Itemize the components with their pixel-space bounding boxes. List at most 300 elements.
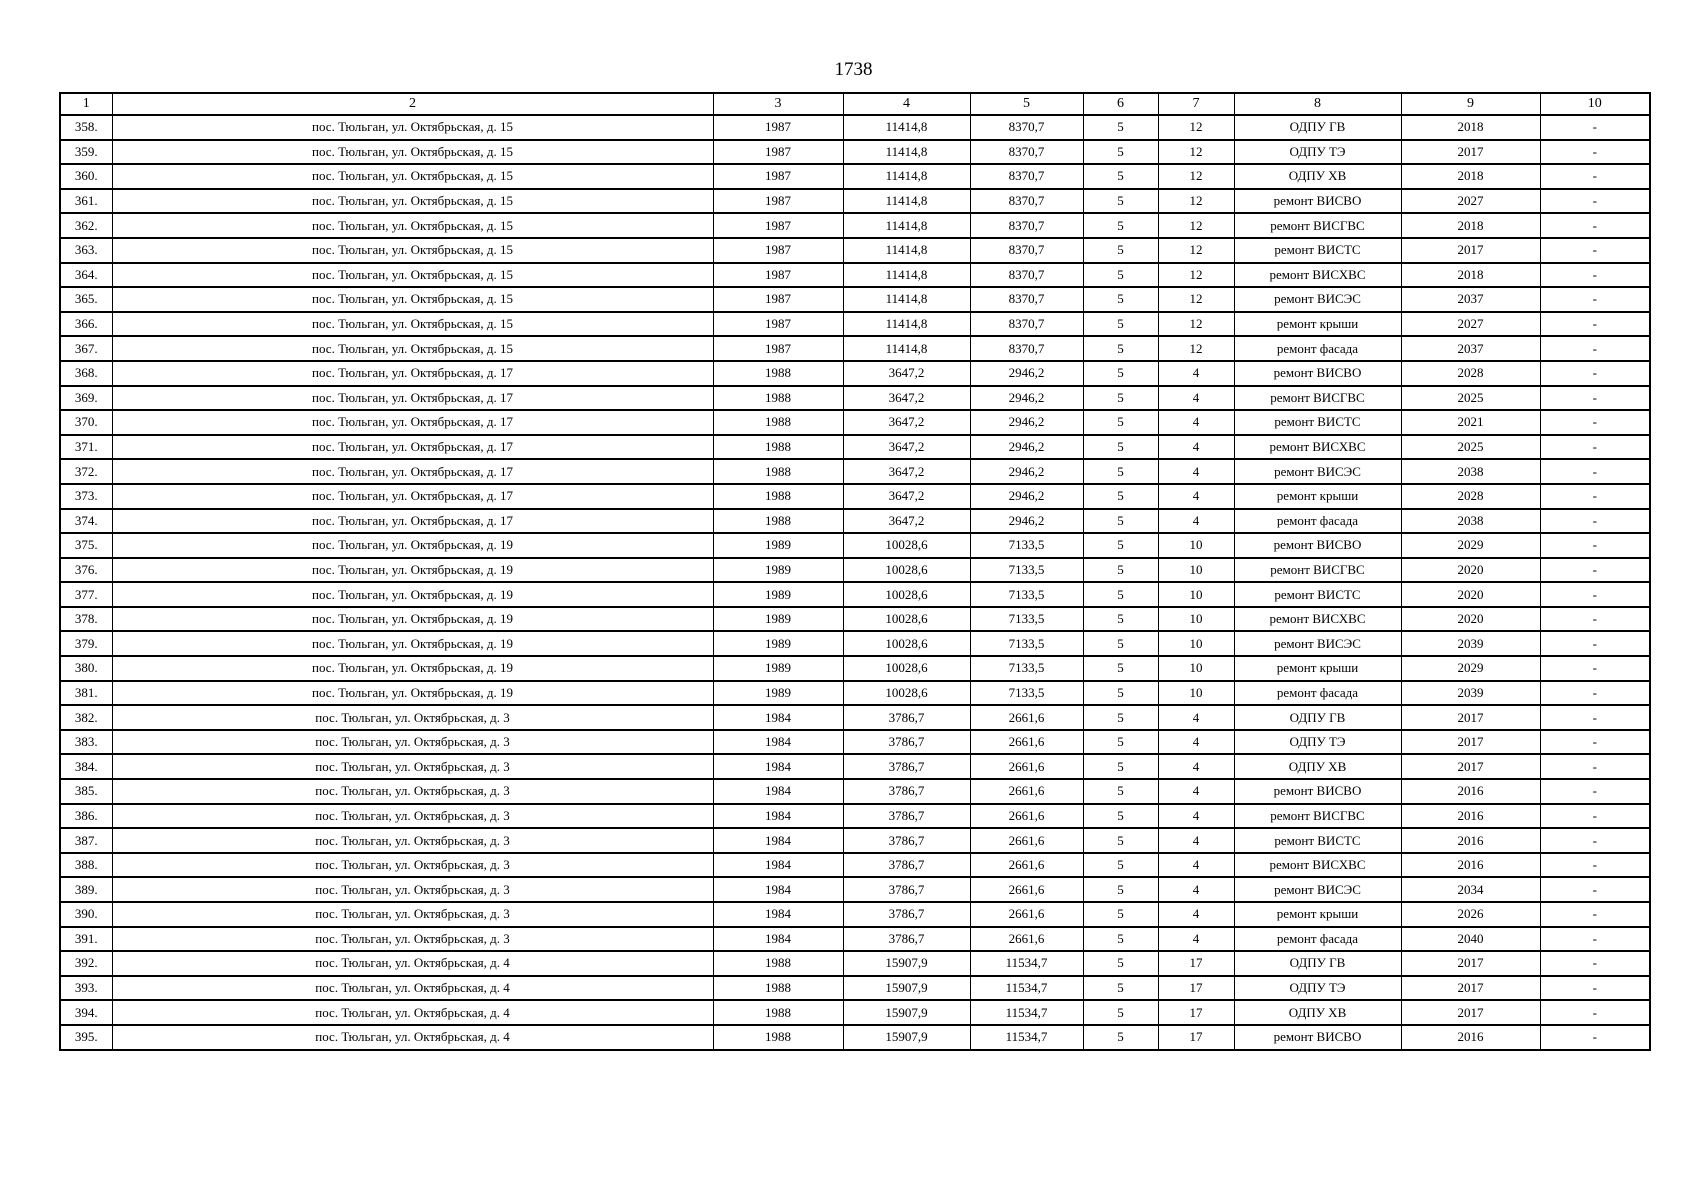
work-type-cell: ОДПУ ТЭ: [1234, 976, 1401, 1001]
table-row: [60, 361, 1650, 386]
note-cell: -: [1540, 386, 1650, 411]
year-cell: 1989: [713, 607, 843, 632]
planned-year-cell: 2017: [1401, 951, 1540, 976]
address-cell: пос. Тюльган, ул. Октябрьская, д. 15: [112, 164, 713, 189]
planned-year-cell: 2037: [1401, 336, 1540, 361]
year-cell: 1984: [713, 828, 843, 853]
year-cell: 1987: [713, 287, 843, 312]
living-area-cell: 2661,6: [970, 853, 1083, 878]
entrances-cell: 4: [1158, 853, 1234, 878]
entrances-cell: 17: [1158, 1025, 1234, 1050]
row-number-cell: 394.: [60, 1000, 112, 1025]
table-row: [60, 582, 1650, 607]
row-number-cell: 381.: [60, 681, 112, 706]
total-area-cell: 3647,2: [843, 361, 970, 386]
table-row: [60, 459, 1650, 484]
total-area-cell: 3786,7: [843, 705, 970, 730]
note-cell: -: [1540, 509, 1650, 534]
note-cell: -: [1540, 435, 1650, 460]
note-cell: -: [1540, 238, 1650, 263]
note-cell: -: [1540, 533, 1650, 558]
address-cell: пос. Тюльган, ул. Октябрьская, д. 3: [112, 927, 713, 952]
table-row: [60, 189, 1650, 214]
living-area-cell: 11534,7: [970, 1000, 1083, 1025]
work-type-cell: ОДПУ ГВ: [1234, 115, 1401, 140]
year-cell: 1988: [713, 459, 843, 484]
header-row: [60, 93, 1650, 115]
work-type-cell: ОДПУ ХВ: [1234, 164, 1401, 189]
total-area-cell: 10028,6: [843, 631, 970, 656]
floors-cell: 5: [1083, 509, 1158, 534]
column-header: 8: [1234, 93, 1401, 115]
year-cell: 1987: [713, 336, 843, 361]
floors-cell: 5: [1083, 361, 1158, 386]
address-cell: пос. Тюльган, ул. Октябрьская, д. 17: [112, 509, 713, 534]
note-cell: -: [1540, 336, 1650, 361]
living-area-cell: 8370,7: [970, 140, 1083, 165]
floors-cell: 5: [1083, 287, 1158, 312]
table-row: [60, 238, 1650, 263]
total-area-cell: 11414,8: [843, 263, 970, 288]
living-area-cell: 11534,7: [970, 951, 1083, 976]
note-cell: -: [1540, 263, 1650, 288]
living-area-cell: 8370,7: [970, 189, 1083, 214]
note-cell: -: [1540, 213, 1650, 238]
work-type-cell: ремонт крыши: [1234, 902, 1401, 927]
year-cell: 1988: [713, 951, 843, 976]
row-number-cell: 376.: [60, 558, 112, 583]
entrances-cell: 12: [1158, 336, 1234, 361]
year-cell: 1988: [713, 435, 843, 460]
floors-cell: 5: [1083, 164, 1158, 189]
total-area-cell: 11414,8: [843, 336, 970, 361]
floors-cell: 5: [1083, 533, 1158, 558]
floors-cell: 5: [1083, 754, 1158, 779]
note-cell: -: [1540, 631, 1650, 656]
entrances-cell: 12: [1158, 115, 1234, 140]
floors-cell: 5: [1083, 951, 1158, 976]
entrances-cell: 12: [1158, 287, 1234, 312]
entrances-cell: 4: [1158, 435, 1234, 460]
living-area-cell: 7133,5: [970, 558, 1083, 583]
row-number-cell: 363.: [60, 238, 112, 263]
row-number-cell: 390.: [60, 902, 112, 927]
year-cell: 1988: [713, 484, 843, 509]
row-number-cell: 378.: [60, 607, 112, 632]
entrances-cell: 12: [1158, 213, 1234, 238]
living-area-cell: 2946,2: [970, 509, 1083, 534]
year-cell: 1984: [713, 754, 843, 779]
living-area-cell: 2661,6: [970, 779, 1083, 804]
year-cell: 1984: [713, 902, 843, 927]
floors-cell: 5: [1083, 140, 1158, 165]
living-area-cell: 8370,7: [970, 287, 1083, 312]
row-number-cell: 391.: [60, 927, 112, 952]
work-type-cell: ремонт фасада: [1234, 927, 1401, 952]
note-cell: -: [1540, 1000, 1650, 1025]
column-header: 3: [713, 93, 843, 115]
table-row: [60, 1025, 1650, 1050]
living-area-cell: 7133,5: [970, 533, 1083, 558]
floors-cell: 5: [1083, 730, 1158, 755]
entrances-cell: 4: [1158, 902, 1234, 927]
table-row: [60, 853, 1650, 878]
planned-year-cell: 2016: [1401, 828, 1540, 853]
entrances-cell: 4: [1158, 410, 1234, 435]
floors-cell: 5: [1083, 336, 1158, 361]
year-cell: 1989: [713, 656, 843, 681]
living-area-cell: 2661,6: [970, 804, 1083, 829]
planned-year-cell: 2017: [1401, 730, 1540, 755]
table-row: [60, 558, 1650, 583]
work-type-cell: ремонт ВИСХВС: [1234, 853, 1401, 878]
total-area-cell: 3647,2: [843, 410, 970, 435]
row-number-cell: 387.: [60, 828, 112, 853]
year-cell: 1987: [713, 213, 843, 238]
year-cell: 1989: [713, 582, 843, 607]
year-cell: 1984: [713, 779, 843, 804]
year-cell: 1989: [713, 533, 843, 558]
table-row: [60, 607, 1650, 632]
row-number-cell: 360.: [60, 164, 112, 189]
work-type-cell: ремонт ВИСВО: [1234, 189, 1401, 214]
table-row: [60, 927, 1650, 952]
work-type-cell: ремонт ВИСГВС: [1234, 558, 1401, 583]
address-cell: пос. Тюльган, ул. Октябрьская, д. 15: [112, 213, 713, 238]
note-cell: -: [1540, 730, 1650, 755]
address-cell: пос. Тюльган, ул. Октябрьская, д. 19: [112, 558, 713, 583]
note-cell: -: [1540, 287, 1650, 312]
registry-table: [59, 92, 1651, 1051]
row-number-cell: 384.: [60, 754, 112, 779]
total-area-cell: 3786,7: [843, 927, 970, 952]
entrances-cell: 10: [1158, 607, 1234, 632]
year-cell: 1988: [713, 509, 843, 534]
floors-cell: 5: [1083, 312, 1158, 337]
note-cell: -: [1540, 853, 1650, 878]
row-number-cell: 385.: [60, 779, 112, 804]
living-area-cell: 11534,7: [970, 976, 1083, 1001]
living-area-cell: 2661,6: [970, 927, 1083, 952]
year-cell: 1987: [713, 238, 843, 263]
work-type-cell: ОДПУ ГВ: [1234, 951, 1401, 976]
living-area-cell: 7133,5: [970, 631, 1083, 656]
floors-cell: 5: [1083, 582, 1158, 607]
column-header: 5: [970, 93, 1083, 115]
planned-year-cell: 2025: [1401, 435, 1540, 460]
row-number-cell: 377.: [60, 582, 112, 607]
row-number-cell: 375.: [60, 533, 112, 558]
work-type-cell: ремонт ВИСХВС: [1234, 263, 1401, 288]
entrances-cell: 17: [1158, 1000, 1234, 1025]
planned-year-cell: 2020: [1401, 558, 1540, 583]
planned-year-cell: 2016: [1401, 1025, 1540, 1050]
entrances-cell: 12: [1158, 312, 1234, 337]
planned-year-cell: 2016: [1401, 853, 1540, 878]
column-header: 4: [843, 93, 970, 115]
entrances-cell: 4: [1158, 877, 1234, 902]
work-type-cell: ремонт ВИСТС: [1234, 238, 1401, 263]
table-row: [60, 877, 1650, 902]
address-cell: пос. Тюльган, ул. Октябрьская, д. 3: [112, 705, 713, 730]
planned-year-cell: 2017: [1401, 705, 1540, 730]
row-number-cell: 362.: [60, 213, 112, 238]
living-area-cell: 7133,5: [970, 607, 1083, 632]
total-area-cell: 10028,6: [843, 533, 970, 558]
living-area-cell: 8370,7: [970, 312, 1083, 337]
work-type-cell: ремонт ВИСХВС: [1234, 607, 1401, 632]
living-area-cell: 7133,5: [970, 656, 1083, 681]
entrances-cell: 10: [1158, 656, 1234, 681]
floors-cell: 5: [1083, 410, 1158, 435]
entrances-cell: 4: [1158, 484, 1234, 509]
floors-cell: 5: [1083, 779, 1158, 804]
table-row: [60, 263, 1650, 288]
planned-year-cell: 2037: [1401, 287, 1540, 312]
entrances-cell: 17: [1158, 951, 1234, 976]
work-type-cell: ремонт ВИСГВС: [1234, 386, 1401, 411]
planned-year-cell: 2018: [1401, 115, 1540, 140]
total-area-cell: 3786,7: [843, 853, 970, 878]
planned-year-cell: 2017: [1401, 754, 1540, 779]
table-row: [60, 730, 1650, 755]
note-cell: -: [1540, 951, 1650, 976]
address-cell: пос. Тюльган, ул. Октябрьская, д. 4: [112, 976, 713, 1001]
work-type-cell: ремонт ВИСЭС: [1234, 287, 1401, 312]
floors-cell: 5: [1083, 213, 1158, 238]
address-cell: пос. Тюльган, ул. Октябрьская, д. 19: [112, 631, 713, 656]
total-area-cell: 10028,6: [843, 558, 970, 583]
row-number-cell: 383.: [60, 730, 112, 755]
total-area-cell: 3786,7: [843, 779, 970, 804]
table-row: [60, 976, 1650, 1001]
column-header: 6: [1083, 93, 1158, 115]
total-area-cell: 10028,6: [843, 582, 970, 607]
address-cell: пос. Тюльган, ул. Октябрьская, д. 3: [112, 828, 713, 853]
address-cell: пос. Тюльган, ул. Октябрьская, д. 15: [112, 287, 713, 312]
table-row: [60, 533, 1650, 558]
work-type-cell: ремонт ВИСЭС: [1234, 631, 1401, 656]
year-cell: 1989: [713, 558, 843, 583]
entrances-cell: 10: [1158, 533, 1234, 558]
note-cell: -: [1540, 164, 1650, 189]
row-number-cell: 392.: [60, 951, 112, 976]
living-area-cell: 8370,7: [970, 238, 1083, 263]
note-cell: -: [1540, 681, 1650, 706]
floors-cell: 5: [1083, 459, 1158, 484]
work-type-cell: ремонт ВИСВО: [1234, 1025, 1401, 1050]
work-type-cell: ремонт ВИСТС: [1234, 582, 1401, 607]
floors-cell: 5: [1083, 115, 1158, 140]
floors-cell: 5: [1083, 976, 1158, 1001]
row-number-cell: 369.: [60, 386, 112, 411]
row-number-cell: 365.: [60, 287, 112, 312]
floors-cell: 5: [1083, 386, 1158, 411]
year-cell: 1987: [713, 312, 843, 337]
entrances-cell: 4: [1158, 927, 1234, 952]
work-type-cell: ремонт ВИСХВС: [1234, 435, 1401, 460]
address-cell: пос. Тюльган, ул. Октябрьская, д. 4: [112, 1025, 713, 1050]
work-type-cell: ремонт ВИСЭС: [1234, 877, 1401, 902]
table-row: [60, 484, 1650, 509]
floors-cell: 5: [1083, 656, 1158, 681]
note-cell: -: [1540, 927, 1650, 952]
year-cell: 1988: [713, 976, 843, 1001]
work-type-cell: ОДПУ ХВ: [1234, 754, 1401, 779]
floors-cell: 5: [1083, 927, 1158, 952]
year-cell: 1984: [713, 927, 843, 952]
table-row: [60, 386, 1650, 411]
note-cell: -: [1540, 877, 1650, 902]
address-cell: пос. Тюльган, ул. Октябрьская, д. 17: [112, 484, 713, 509]
row-number-cell: 370.: [60, 410, 112, 435]
address-cell: пос. Тюльган, ул. Октябрьская, д. 19: [112, 533, 713, 558]
living-area-cell: 2946,2: [970, 484, 1083, 509]
total-area-cell: 11414,8: [843, 238, 970, 263]
living-area-cell: 2661,6: [970, 705, 1083, 730]
address-cell: пос. Тюльган, ул. Октябрьская, д. 15: [112, 140, 713, 165]
entrances-cell: 4: [1158, 779, 1234, 804]
table-row: [60, 410, 1650, 435]
planned-year-cell: 2028: [1401, 484, 1540, 509]
note-cell: -: [1540, 459, 1650, 484]
address-cell: пос. Тюльган, ул. Октябрьская, д. 19: [112, 582, 713, 607]
work-type-cell: ОДПУ ГВ: [1234, 705, 1401, 730]
year-cell: 1988: [713, 410, 843, 435]
entrances-cell: 12: [1158, 189, 1234, 214]
table-row: [60, 287, 1650, 312]
entrances-cell: 10: [1158, 582, 1234, 607]
address-cell: пос. Тюльган, ул. Октябрьская, д. 3: [112, 877, 713, 902]
floors-cell: 5: [1083, 435, 1158, 460]
table-row: [60, 902, 1650, 927]
table-row: [60, 164, 1650, 189]
address-cell: пос. Тюльган, ул. Октябрьская, д. 17: [112, 361, 713, 386]
planned-year-cell: 2029: [1401, 533, 1540, 558]
planned-year-cell: 2027: [1401, 312, 1540, 337]
table-row: [60, 951, 1650, 976]
page-number: 1738: [834, 59, 873, 80]
table-row: [60, 435, 1650, 460]
entrances-cell: 4: [1158, 804, 1234, 829]
total-area-cell: 3647,2: [843, 459, 970, 484]
entrances-cell: 4: [1158, 459, 1234, 484]
table-row: [60, 509, 1650, 534]
note-cell: -: [1540, 558, 1650, 583]
table-row: [60, 705, 1650, 730]
address-cell: пос. Тюльган, ул. Октябрьская, д. 17: [112, 386, 713, 411]
year-cell: 1987: [713, 115, 843, 140]
total-area-cell: 3786,7: [843, 902, 970, 927]
address-cell: пос. Тюльган, ул. Октябрьская, д. 15: [112, 312, 713, 337]
row-number-cell: 382.: [60, 705, 112, 730]
living-area-cell: 2946,2: [970, 435, 1083, 460]
column-header: 10: [1540, 93, 1650, 115]
note-cell: -: [1540, 656, 1650, 681]
entrances-cell: 10: [1158, 558, 1234, 583]
living-area-cell: 2661,6: [970, 828, 1083, 853]
planned-year-cell: 2027: [1401, 189, 1540, 214]
planned-year-cell: 2020: [1401, 582, 1540, 607]
entrances-cell: 12: [1158, 263, 1234, 288]
row-number-cell: 395.: [60, 1025, 112, 1050]
living-area-cell: 2946,2: [970, 361, 1083, 386]
total-area-cell: 3786,7: [843, 730, 970, 755]
living-area-cell: 8370,7: [970, 115, 1083, 140]
note-cell: -: [1540, 902, 1650, 927]
total-area-cell: 10028,6: [843, 656, 970, 681]
address-cell: пос. Тюльган, ул. Октябрьская, д. 3: [112, 779, 713, 804]
total-area-cell: 11414,8: [843, 115, 970, 140]
total-area-cell: 3647,2: [843, 386, 970, 411]
floors-cell: 5: [1083, 263, 1158, 288]
work-type-cell: ОДПУ ТЭ: [1234, 140, 1401, 165]
work-type-cell: ремонт крыши: [1234, 312, 1401, 337]
entrances-cell: 4: [1158, 754, 1234, 779]
work-type-cell: ремонт ВИСГВС: [1234, 804, 1401, 829]
total-area-cell: 3786,7: [843, 877, 970, 902]
year-cell: 1989: [713, 681, 843, 706]
living-area-cell: 8370,7: [970, 336, 1083, 361]
note-cell: -: [1540, 828, 1650, 853]
total-area-cell: 10028,6: [843, 681, 970, 706]
address-cell: пос. Тюльган, ул. Октябрьская, д. 3: [112, 853, 713, 878]
entrances-cell: 4: [1158, 386, 1234, 411]
table-row: [60, 631, 1650, 656]
living-area-cell: 2661,6: [970, 754, 1083, 779]
note-cell: -: [1540, 705, 1650, 730]
total-area-cell: 3647,2: [843, 509, 970, 534]
floors-cell: 5: [1083, 853, 1158, 878]
living-area-cell: 8370,7: [970, 263, 1083, 288]
floors-cell: 5: [1083, 558, 1158, 583]
total-area-cell: 15907,9: [843, 951, 970, 976]
planned-year-cell: 2018: [1401, 164, 1540, 189]
address-cell: пос. Тюльган, ул. Октябрьская, д. 19: [112, 607, 713, 632]
address-cell: пос. Тюльган, ул. Октябрьская, д. 3: [112, 902, 713, 927]
row-number-cell: 367.: [60, 336, 112, 361]
entrances-cell: 4: [1158, 705, 1234, 730]
floors-cell: 5: [1083, 484, 1158, 509]
living-area-cell: 11534,7: [970, 1025, 1083, 1050]
living-area-cell: 8370,7: [970, 164, 1083, 189]
planned-year-cell: 2018: [1401, 213, 1540, 238]
total-area-cell: 11414,8: [843, 213, 970, 238]
floors-cell: 5: [1083, 631, 1158, 656]
row-number-cell: 371.: [60, 435, 112, 460]
year-cell: 1984: [713, 804, 843, 829]
floors-cell: 5: [1083, 902, 1158, 927]
year-cell: 1987: [713, 140, 843, 165]
planned-year-cell: 2017: [1401, 1000, 1540, 1025]
address-cell: пос. Тюльган, ул. Октябрьская, д. 17: [112, 410, 713, 435]
row-number-cell: 372.: [60, 459, 112, 484]
entrances-cell: 12: [1158, 238, 1234, 263]
year-cell: 1987: [713, 189, 843, 214]
total-area-cell: 3786,7: [843, 804, 970, 829]
entrances-cell: 12: [1158, 140, 1234, 165]
entrances-cell: 4: [1158, 509, 1234, 534]
table-row: [60, 1000, 1650, 1025]
planned-year-cell: 2038: [1401, 459, 1540, 484]
year-cell: 1988: [713, 386, 843, 411]
row-number-cell: 373.: [60, 484, 112, 509]
note-cell: -: [1540, 410, 1650, 435]
table-row: [60, 754, 1650, 779]
row-number-cell: 358.: [60, 115, 112, 140]
planned-year-cell: 2016: [1401, 779, 1540, 804]
year-cell: 1987: [713, 263, 843, 288]
